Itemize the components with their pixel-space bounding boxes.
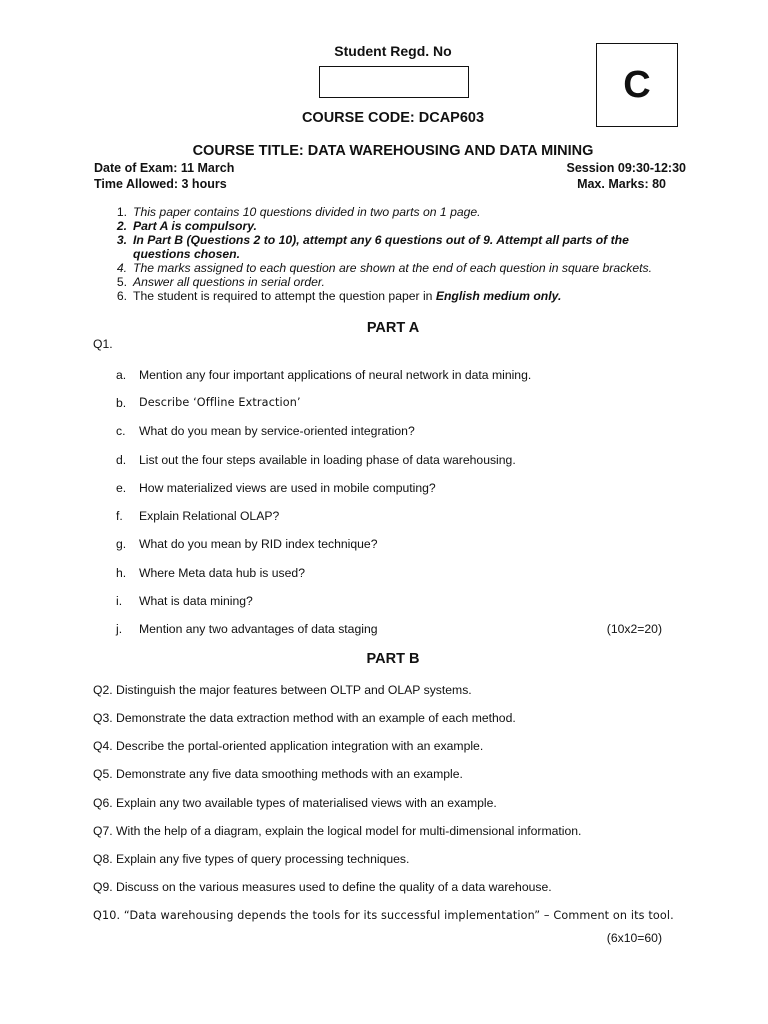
q1-item-e: e. How materialized views are used in mobile computing? [116, 481, 436, 495]
q1-item-d: d. List out the four steps available in loading phase of data warehousing. [116, 453, 516, 467]
paper-set-letter: C [623, 63, 651, 106]
q1-item-b: b. Describe ‘Offline Extraction’ [116, 396, 301, 410]
session-time: Session 09:30-12:30 [566, 161, 686, 175]
question-q6: Q6. Explain any two available types of materialised views with an example. [93, 796, 497, 810]
question-q10: Q10. “Data warehousing depends the tools for its successful implementation” – Comment on its tool. [93, 909, 674, 922]
question-q9: Q9. Discuss on the various measures used to define the quality of a data warehouse. [93, 880, 552, 894]
instruction-item: 6. The student is required to attempt the question paper in English medium only. [116, 289, 562, 303]
part-a-heading: PART A [366, 320, 420, 336]
part-b-marks: (6x10=60) [606, 931, 662, 945]
question-q7: Q7. With the help of a diagram, explain the logical model for multi-dimensional information. [93, 824, 582, 838]
q1-item-f: f. Explain Relational OLAP? [116, 509, 280, 523]
question-q3: Q3. Demonstrate the data extraction method with an example of each method. [93, 711, 516, 725]
q1-item-j: j. Mention any two advantages of data staging [116, 622, 378, 636]
q1-item-a: a. Mention any four important applications of neural network in data mining. [116, 368, 532, 382]
max-marks: Max. Marks: 80 [577, 177, 666, 191]
q1-item-i: i. What is data mining? [116, 594, 253, 608]
q1-item-h: h. Where Meta data hub is used? [116, 566, 305, 580]
instruction-item: 5. Answer all questions in serial order. [116, 275, 325, 289]
instruction-item: 3. In Part B (Questions 2 to 10), attempt any 6 questions out of 9. Attempt all parts of the questions chosen. [116, 233, 629, 261]
question-q2: Q2. Distinguish the major features between OLTP and OLAP systems. [93, 683, 472, 697]
time-allowed: Time Allowed: 3 hours [94, 177, 227, 191]
question-q4: Q4. Describe the portal-oriented application integration with an example. [93, 739, 484, 753]
student-regd-label: Student Regd. No [334, 43, 452, 59]
question-q8: Q8. Explain any five types of query processing techniques. [93, 852, 410, 866]
date-of-exam: Date of Exam: 11 March [94, 161, 235, 175]
q1-item-g: g. What do you mean by RID index technique? [116, 537, 378, 551]
course-code: COURSE CODE: DCAP603 [301, 110, 485, 126]
instruction-item: 2. Part A is compulsory. [116, 219, 257, 233]
part-b-heading: PART B [366, 651, 420, 667]
question-q5: Q5. Demonstrate any five data smoothing methods with an example. [93, 767, 463, 781]
part-a-marks: (10x2=20) [606, 622, 662, 636]
student-regd-box [319, 66, 469, 98]
q1-label: Q1. [93, 337, 113, 351]
medium-emphasis: English medium only. [435, 289, 562, 303]
q1-item-c: c. What do you mean by service-oriented integration? [116, 424, 415, 438]
instruction-item: 1. This paper contains 10 questions divided in two parts on 1 page. [116, 205, 481, 219]
instruction-item: 4. The marks assigned to each question are shown at the end of each question in square brackets. [116, 261, 652, 275]
course-title: COURSE TITLE: DATA WAREHOUSING AND DATA MINING [192, 143, 594, 159]
